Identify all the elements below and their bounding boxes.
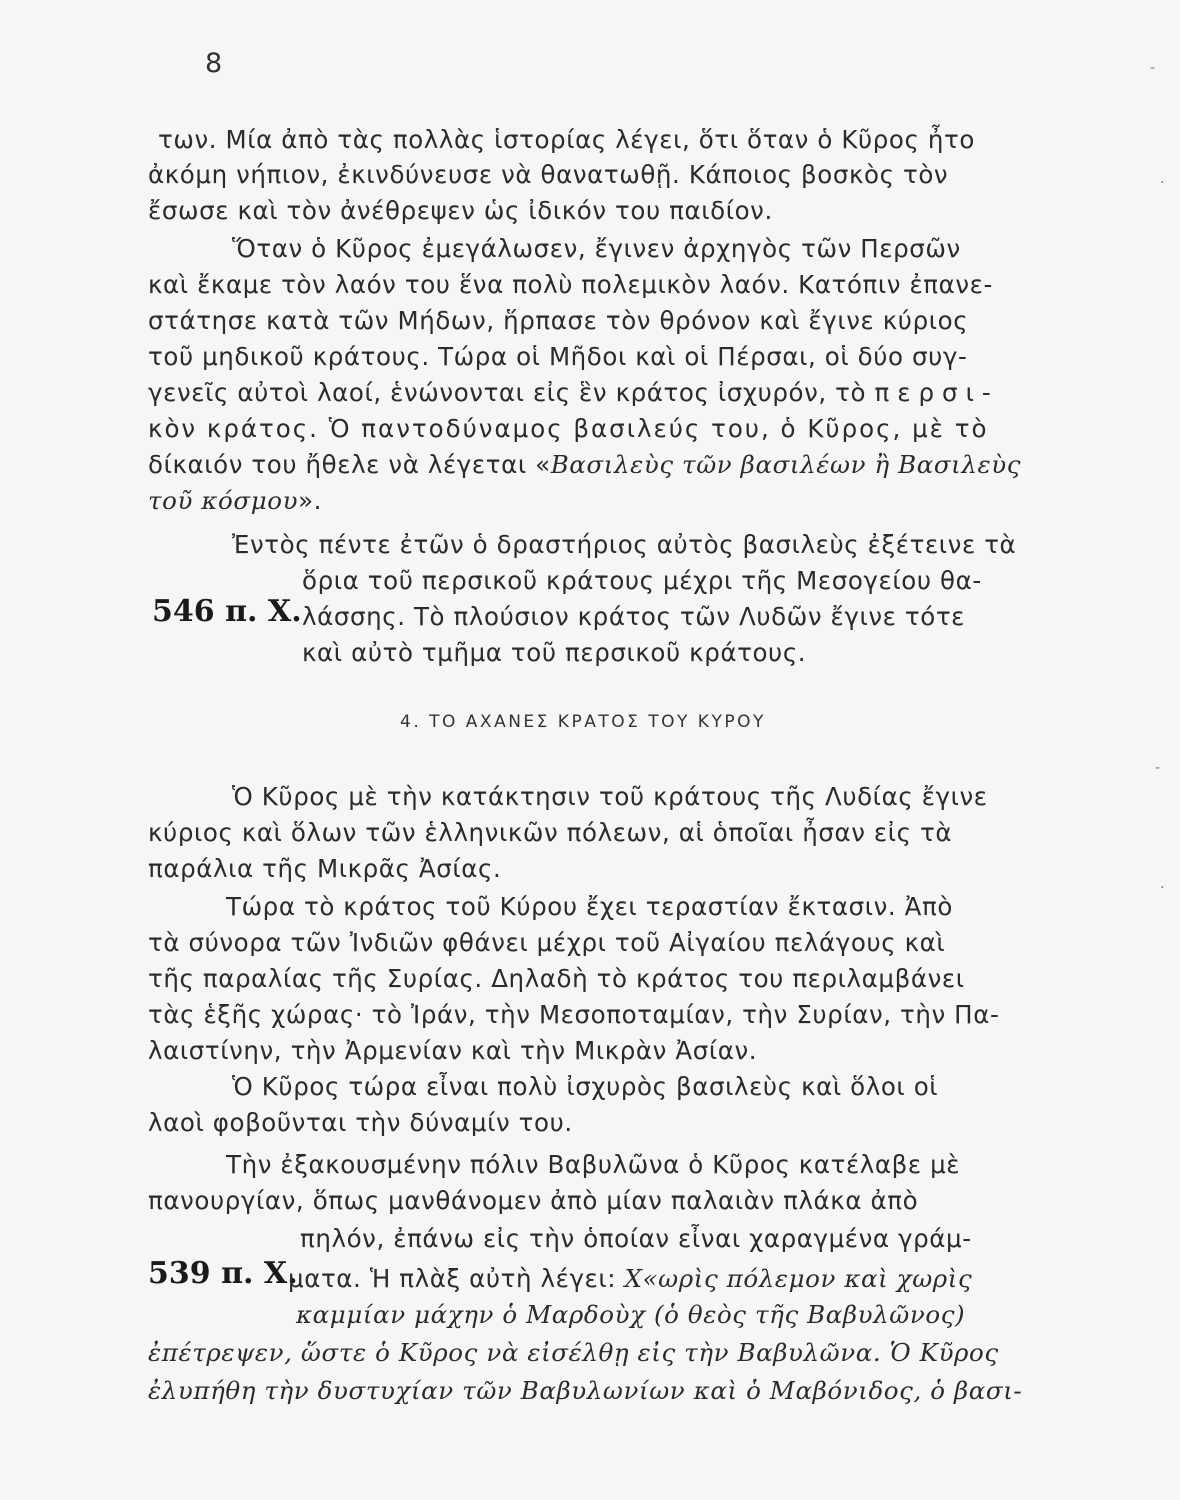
scan-speck: · [1160, 880, 1165, 896]
text-line [148, 450, 1021, 479]
scan-speck: - [1150, 60, 1156, 76]
text-line: τῆς παραλίας τῆς Συρίας. Δηλαδὴ τὸ κράτος του περιλαμβάνει [148, 964, 965, 993]
text-line: καὶ αὐτὸ τμῆμα τοῦ περσικοῦ κράτους. [302, 638, 807, 667]
text-line-part: ματα. Ἡ πλὰξ αὐτὴ λέγει: [288, 1264, 625, 1293]
text-line: των. Μία ἀπὸ τὰς πολλὰς ἱστορίας λέγει, ὅτι ὅταν ὁ Κῦρος ἦτο [158, 125, 975, 154]
page-number: 8 [205, 48, 223, 79]
quote-italic: Βασιλεὺς τῶν βασιλέων ἢ Βασιλεὺς [550, 450, 1022, 479]
text-line: Τὴν ἐξακουσμένην πόλιν Βαβυλῶνα ὁ Κῦρος κατέλαβε μὲ [226, 1150, 961, 1179]
text-line: Ὁ Κῦρος μὲ τὴν κατάκτησιν τοῦ κράτους τῆς Λυδίας ἔγινε [232, 782, 988, 811]
text-line: Ὁ Κῦρος τώρα εἶναι πολὺ ἰσχυρὸς βασιλεὺς καὶ ὅλοι οἱ [232, 1072, 939, 1101]
quote-italic: Χ«ωρὶς πόλεμον καὶ χωρὶς [624, 1264, 973, 1293]
section-heading: 4. ΤΟ ΑΧΑΝΕΣ ΚΡΑΤΟΣ ΤΟΥ ΚΥΡΟΥ [400, 712, 766, 732]
text-line: λαοὶ φοβοῦνται τὴν δύναμίν του. [148, 1108, 573, 1137]
scan-speck: - [1155, 760, 1161, 776]
text-line-part: δίκαιόν του ἤθελε νὰ λέγεται « [148, 450, 551, 479]
text-line: ὅρια τοῦ περσικοῦ κράτους μέχρι τῆς Μεσογείου θα- [302, 566, 982, 595]
text-line: ἐλυπήθη τὴν δυστυχίαν τῶν Βαβυλωνίων καὶ ὁ Μαβόνιδος, ὁ βασι- [148, 1376, 1023, 1405]
scan-speck: · [1160, 175, 1165, 191]
text-line: λαιστίνην, τὴν Ἀρμενίαν καὶ τὴν Μικρὰν Ἀσίαν. [148, 1036, 758, 1065]
text-line: ἔσωσε καὶ τὸν ἀνέθρεψεν ὡς ἰδικόν του παιδίον. [148, 196, 773, 225]
text-line: Τώρα τὸ κράτος τοῦ Κύρου ἔχει τεραστίαν ἔκτασιν. Ἀπὸ [226, 892, 953, 921]
text-line: κύριος καὶ ὅλων τῶν ἑλληνικῶν πόλεων, αἱ ὁποῖαι ἦσαν εἰς τὰ [148, 818, 953, 847]
margin-date: 539 π. Χ. [148, 1256, 298, 1291]
text-line: τοῦ μηδικοῦ κράτους. Τώρα οἱ Μῆδοι καὶ οἱ Πέρσαι, οἱ δύο συγ- [148, 342, 968, 371]
text-line: κὸν κράτος. Ὁ παντοδύναμος βασιλεύς του, ὁ Κῦρος, μὲ τὸ [148, 414, 989, 443]
text-line: Ὅταν ὁ Κῦρος ἐμεγάλωσεν, ἔγινεν ἀρχηγὸς τῶν Περσῶν [232, 234, 961, 263]
emphasized-term: περσι- [874, 378, 999, 407]
text-line: πηλόν, ἐπάνω εἰς τὴν ὁποίαν εἶναι χαραγμένα γράμ- [300, 1224, 972, 1253]
quote-italic: τοῦ κόσμου [148, 486, 299, 515]
text-line: Ἐντὸς πέντε ἐτῶν ὁ δραστήριος αὐτὸς βασιλεὺς ἐξέτεινε τὰ [232, 530, 1017, 559]
text-line [148, 486, 322, 515]
text-line: τὰ σύνορα τῶν Ἰνδιῶν φθάνει μέχρι τοῦ Αἰγαίου πελάγους καὶ [148, 928, 946, 957]
text-line [148, 378, 999, 407]
text-line [288, 1264, 972, 1293]
text-line: τὰς ἑξῆς χώρας· τὸ Ἰράν, τὴν Μεσοποταμίαν, τὴν Συρίαν, τὴν Πα- [148, 1000, 1000, 1029]
text-line: στάτησε κατὰ τῶν Μήδων, ἥρπασε τὸν θρόνον καὶ ἔγινε κύριος [148, 306, 969, 335]
text-line: καμμίαν μάχην ὁ Μαρδοὺχ (ὁ θεὸς τῆς Βαβυλῶνος) [296, 1300, 966, 1329]
text-line-part: ». [298, 486, 323, 515]
text-line: ἀκόμη νήπιον, ἐκινδύνευσε νὰ θανατωθῇ. Κάποιος βοσκὸς τὸν [148, 160, 949, 189]
text-line: λάσσης. Τὸ πλούσιον κράτος τῶν Λυδῶν ἔγινε τότε [302, 602, 966, 631]
margin-date: 546 π. Χ. [152, 594, 302, 629]
text-line: ἐπέτρεψεν, ὥστε ὁ Κῦρος νὰ εἰσέλθῃ εἰς τὴν Βαβυλῶνα. Ὁ Κῦρος [148, 1338, 999, 1367]
text-line: πανουργίαν, ὅπως μανθάνομεν ἀπὸ μίαν παλαιὰν πλάκα ἀπὸ [148, 1186, 919, 1215]
text-line-part: γενεῖς αὐτοὶ λαοί, ἑνώνονται εἰς ἓν κράτος ἰσχυρόν, τὸ [148, 378, 867, 407]
text-line: καὶ ἔκαμε τὸν λαόν του ἕνα πολὺ πολεμικὸν λαόν. Κατόπιν ἐπανε- [148, 270, 993, 299]
text-line: παράλια τῆς Μικρᾶς Ἀσίας. [148, 854, 502, 883]
